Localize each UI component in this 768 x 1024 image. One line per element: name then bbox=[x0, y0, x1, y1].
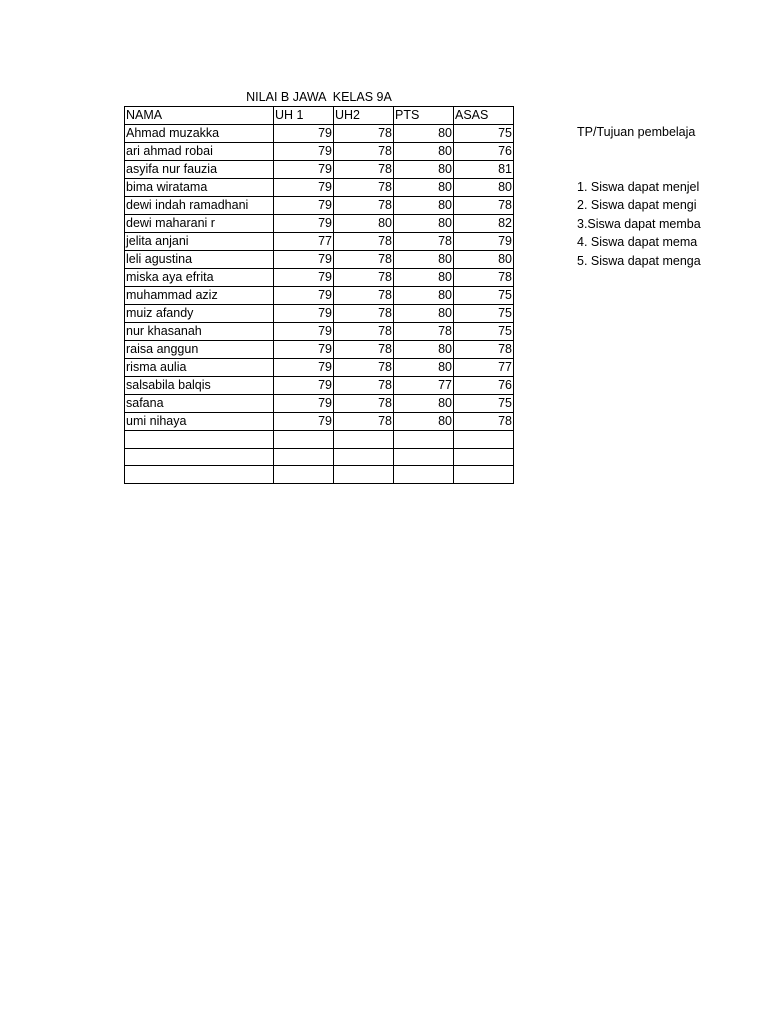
table-row bbox=[125, 161, 514, 179]
name-cell[interactable]: umi nihaya bbox=[125, 413, 274, 431]
pts-cell[interactable]: 77 bbox=[394, 377, 454, 395]
empty-cell[interactable] bbox=[394, 448, 454, 466]
pts-cell[interactable]: 80 bbox=[394, 161, 454, 179]
pts-cell[interactable]: 80 bbox=[394, 413, 454, 431]
name-cell[interactable]: miska aya efrita bbox=[125, 269, 274, 287]
objective-item: 2. Siswa dapat mengi bbox=[577, 198, 697, 212]
name-cell[interactable]: muiz afandy bbox=[125, 305, 274, 323]
learning-objectives-label: TP/Tujuan pembelaja bbox=[577, 125, 696, 139]
uh1-cell[interactable]: 79 bbox=[274, 341, 334, 359]
empty-cell[interactable] bbox=[394, 466, 454, 484]
uh2-cell[interactable]: 78 bbox=[334, 161, 394, 179]
asas-cell[interactable]: 79 bbox=[454, 233, 514, 251]
table-row bbox=[125, 143, 514, 161]
uh2-cell[interactable]: 78 bbox=[334, 287, 394, 305]
uh1-cell[interactable]: 79 bbox=[274, 323, 334, 341]
column-header[interactable]: UH2 bbox=[334, 107, 394, 125]
uh2-cell[interactable]: 78 bbox=[334, 197, 394, 215]
grades-table bbox=[124, 106, 514, 484]
uh1-cell[interactable]: 79 bbox=[274, 197, 334, 215]
table-row bbox=[125, 215, 514, 233]
uh1-cell[interactable]: 79 bbox=[274, 251, 334, 269]
empty-row bbox=[125, 448, 514, 466]
uh2-cell[interactable]: 78 bbox=[334, 233, 394, 251]
uh2-cell[interactable]: 78 bbox=[334, 359, 394, 377]
asas-cell[interactable]: 75 bbox=[454, 395, 514, 413]
pts-cell[interactable]: 78 bbox=[394, 323, 454, 341]
table-row bbox=[125, 395, 514, 413]
table-row bbox=[125, 413, 514, 431]
uh2-cell[interactable]: 78 bbox=[334, 125, 394, 143]
pts-cell[interactable]: 80 bbox=[394, 287, 454, 305]
pts-cell[interactable]: 80 bbox=[394, 197, 454, 215]
objective-item: 3.Siswa dapat memba bbox=[577, 217, 701, 231]
column-header[interactable]: PTS bbox=[394, 107, 454, 125]
name-cell[interactable]: dewi maharani r bbox=[125, 215, 274, 233]
empty-cell[interactable] bbox=[274, 448, 334, 466]
uh2-cell[interactable]: 78 bbox=[334, 179, 394, 197]
table-row bbox=[125, 359, 514, 377]
uh1-cell[interactable]: 79 bbox=[274, 377, 334, 395]
uh2-cell[interactable]: 78 bbox=[334, 341, 394, 359]
asas-cell[interactable]: 76 bbox=[454, 143, 514, 161]
empty-row bbox=[125, 466, 514, 484]
asas-cell[interactable]: 81 bbox=[454, 161, 514, 179]
empty-cell[interactable] bbox=[394, 431, 454, 449]
empty-cell[interactable] bbox=[454, 466, 514, 484]
column-header[interactable]: ASAS bbox=[454, 107, 514, 125]
pts-cell[interactable]: 80 bbox=[394, 395, 454, 413]
uh1-cell[interactable]: 79 bbox=[274, 359, 334, 377]
name-cell[interactable]: dewi indah ramadhani bbox=[125, 197, 274, 215]
name-cell[interactable]: nur khasanah bbox=[125, 323, 274, 341]
uh1-cell[interactable]: 79 bbox=[274, 305, 334, 323]
empty-cell[interactable] bbox=[454, 448, 514, 466]
name-cell[interactable]: Ahmad muzakka bbox=[125, 125, 274, 143]
objective-item: 4. Siswa dapat mema bbox=[577, 235, 698, 249]
table-row bbox=[125, 233, 514, 251]
pts-cell[interactable]: 80 bbox=[394, 215, 454, 233]
uh2-cell[interactable]: 78 bbox=[334, 251, 394, 269]
asas-cell[interactable]: 76 bbox=[454, 377, 514, 395]
table-row bbox=[125, 323, 514, 341]
pts-cell[interactable]: 80 bbox=[394, 179, 454, 197]
pts-cell[interactable]: 80 bbox=[394, 341, 454, 359]
table-row bbox=[125, 197, 514, 215]
empty-cell[interactable] bbox=[274, 431, 334, 449]
asas-cell[interactable]: 78 bbox=[454, 269, 514, 287]
asas-cell[interactable]: 75 bbox=[454, 287, 514, 305]
objective-item: 1. Siswa dapat menjel bbox=[577, 180, 700, 194]
name-cell[interactable]: risma aulia bbox=[125, 359, 274, 377]
table-row bbox=[125, 287, 514, 305]
uh1-cell[interactable]: 79 bbox=[274, 143, 334, 161]
asas-cell[interactable]: 82 bbox=[454, 215, 514, 233]
name-cell[interactable]: ari ahmad robai bbox=[125, 143, 274, 161]
pts-cell[interactable]: 80 bbox=[394, 143, 454, 161]
asas-cell[interactable]: 80 bbox=[454, 179, 514, 197]
asas-cell[interactable]: 78 bbox=[454, 341, 514, 359]
uh2-cell[interactable]: 78 bbox=[334, 269, 394, 287]
empty-cell[interactable] bbox=[334, 466, 394, 484]
name-cell[interactable]: raisa anggun bbox=[125, 341, 274, 359]
table-header-row bbox=[125, 107, 514, 125]
asas-cell[interactable]: 75 bbox=[454, 305, 514, 323]
uh2-cell[interactable]: 78 bbox=[334, 395, 394, 413]
table-row bbox=[125, 251, 514, 269]
uh2-cell[interactable]: 78 bbox=[334, 143, 394, 161]
column-header[interactable]: UH 1 bbox=[274, 107, 334, 125]
uh1-cell[interactable]: 79 bbox=[274, 179, 334, 197]
empty-cell[interactable] bbox=[125, 448, 274, 466]
uh1-cell[interactable]: 79 bbox=[274, 161, 334, 179]
uh1-cell[interactable]: 79 bbox=[274, 413, 334, 431]
name-cell[interactable]: safana bbox=[125, 395, 274, 413]
grades-table-body bbox=[125, 107, 514, 484]
table-row bbox=[125, 269, 514, 287]
empty-cell[interactable] bbox=[334, 448, 394, 466]
objective-item: 5. Siswa dapat menga bbox=[577, 254, 701, 268]
table-row bbox=[125, 179, 514, 197]
column-header[interactable]: NAMA bbox=[125, 107, 274, 125]
uh2-cell[interactable]: 78 bbox=[334, 377, 394, 395]
uh1-cell[interactable]: 79 bbox=[274, 287, 334, 305]
pts-cell[interactable]: 78 bbox=[394, 233, 454, 251]
table-row bbox=[125, 305, 514, 323]
name-cell[interactable]: salsabila balqis bbox=[125, 377, 274, 395]
asas-cell[interactable]: 80 bbox=[454, 251, 514, 269]
uh2-cell[interactable]: 78 bbox=[334, 323, 394, 341]
empty-cell[interactable] bbox=[334, 431, 394, 449]
uh1-cell[interactable]: 79 bbox=[274, 125, 334, 143]
uh2-cell[interactable]: 80 bbox=[334, 215, 394, 233]
asas-cell[interactable]: 75 bbox=[454, 125, 514, 143]
pts-cell[interactable]: 80 bbox=[394, 305, 454, 323]
pts-cell[interactable]: 80 bbox=[394, 359, 454, 377]
name-cell[interactable]: jelita anjani bbox=[125, 233, 274, 251]
empty-cell[interactable] bbox=[125, 431, 274, 449]
pts-cell[interactable]: 80 bbox=[394, 125, 454, 143]
asas-cell[interactable]: 75 bbox=[454, 323, 514, 341]
asas-cell[interactable]: 78 bbox=[454, 413, 514, 431]
uh1-cell[interactable]: 77 bbox=[274, 233, 334, 251]
pts-cell[interactable]: 80 bbox=[394, 269, 454, 287]
table-row bbox=[125, 377, 514, 395]
table-row bbox=[125, 341, 514, 359]
uh2-cell[interactable]: 78 bbox=[334, 413, 394, 431]
pts-cell[interactable]: 80 bbox=[394, 251, 454, 269]
empty-cell[interactable] bbox=[454, 431, 514, 449]
name-cell[interactable]: bima wiratama bbox=[125, 179, 274, 197]
uh1-cell[interactable]: 79 bbox=[274, 395, 334, 413]
uh2-cell[interactable]: 78 bbox=[334, 305, 394, 323]
name-cell[interactable]: asyifa nur fauzia bbox=[125, 161, 274, 179]
empty-row bbox=[125, 431, 514, 449]
name-cell[interactable]: muhammad aziz bbox=[125, 287, 274, 305]
name-cell[interactable]: leli agustina bbox=[125, 251, 274, 269]
empty-cell[interactable] bbox=[125, 466, 274, 484]
table-row bbox=[125, 125, 514, 143]
uh1-cell[interactable]: 79 bbox=[274, 269, 334, 287]
uh1-cell[interactable]: 79 bbox=[274, 215, 334, 233]
empty-cell[interactable] bbox=[274, 466, 334, 484]
sheet-title: NILAI B JAWA KELAS 9A bbox=[246, 90, 392, 104]
asas-cell[interactable]: 77 bbox=[454, 359, 514, 377]
asas-cell[interactable]: 78 bbox=[454, 197, 514, 215]
